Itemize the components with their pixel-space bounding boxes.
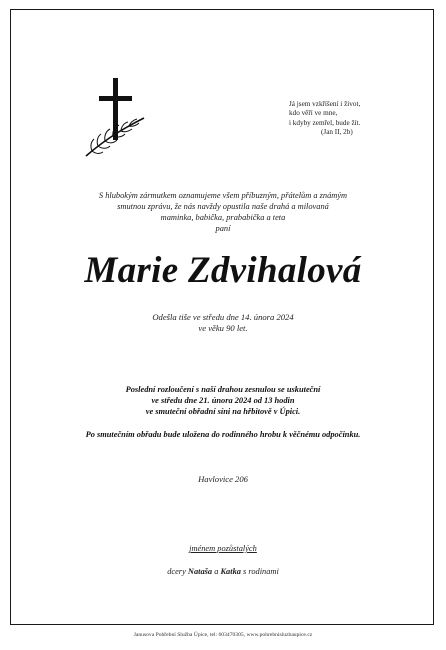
footer-funeral-service: Janusova Pohřební Služba Úpice, tel: 603470305, www.pohrebnisluzbaupice.cz (133, 632, 313, 638)
deceased-name: Marie Zdvihalová (84, 250, 362, 291)
address: Havlovice 206 (198, 474, 248, 484)
death-age: ve věku 90 let. (198, 322, 248, 333)
cross-with-palm-icon (82, 74, 152, 164)
urn-notice: Po smutečním obřadu bude uložena do rodinného hrobu k věčnému odpočinku. (85, 430, 361, 439)
funeral-details (0, 384, 446, 417)
mourners (0, 566, 446, 577)
mourner-name-2: Katka (220, 567, 241, 576)
funeral-line: ve středu dne 21. února 2024 od 13 hodin (151, 396, 295, 405)
bible-quote (289, 100, 409, 137)
death-notice (0, 312, 446, 333)
funeral-line: Poslední rozloučení s naší drahou zesnulou se uskuteční (125, 385, 321, 394)
intro-line: maminka, babička, prababička a teta (160, 213, 286, 222)
death-date: Odešla tiše ve středu dne 14. února 2024 (152, 312, 294, 322)
intro-text (40, 190, 406, 234)
on-behalf-label: jménem pozůstalých (189, 544, 257, 553)
intro-line: smutnou zprávu, že nás navždy opustila naše drahá a milovaná (117, 202, 329, 211)
funeral-line: ve smuteční obřadní síni na hřbitově v Úpici. (145, 407, 301, 416)
intro-line: S hlubokým zármutkem oznamujeme všem příbuzným, přátelům a známým (98, 191, 348, 200)
quote-reference: (Jan II, 2b) (321, 127, 353, 136)
mourner-name-1: Nataša (187, 567, 213, 576)
quote-line: kdo věří ve mne, (289, 109, 338, 118)
intro-line: paní (215, 224, 231, 233)
mourners-conj: a (214, 567, 219, 576)
quote-line: i kdyby zemřel, bude žít. (289, 118, 361, 127)
mourners-prefix: dcery (167, 567, 186, 576)
quote-line: Já jsem vzkříšení i život, (289, 100, 361, 108)
on-behalf-of (0, 543, 446, 554)
mourners-suffix: s rodinami (243, 567, 279, 576)
